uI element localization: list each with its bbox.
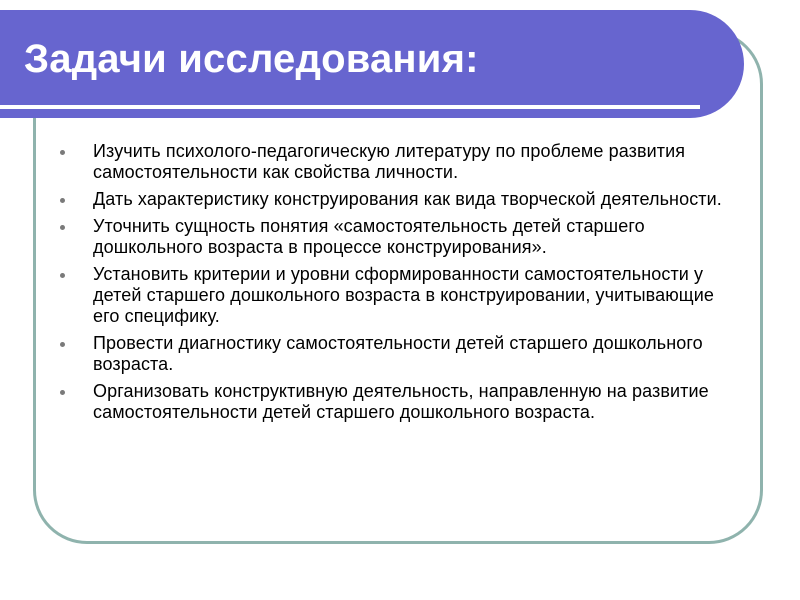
list-item	[93, 141, 743, 183]
slide-title: Задачи исследования:	[24, 37, 479, 81]
bullet-icon	[60, 150, 65, 155]
bullet-icon	[60, 273, 65, 278]
list-item	[93, 216, 743, 258]
list-item-text: Организовать конструктивную деятельность, направленную на развитие самостоятельности детей старшего дошкольного возраста.	[93, 381, 709, 422]
bullet-icon	[60, 198, 65, 203]
bullet-icon	[60, 342, 65, 347]
list-item-text: Изучить психолого-педагогическую литературу по проблеме развития самостоятельности как свойства личности.	[93, 141, 686, 182]
title-underline	[0, 105, 700, 109]
list-item-text: Провести диагностику самостоятельности детей старшего дошкольного возраста.	[93, 333, 703, 374]
list-item-text: Уточнить сущность понятия «самостоятельность детей старшего дошкольного возраста в процессе конструирования».	[93, 216, 645, 257]
list-item	[93, 264, 743, 327]
list-item	[93, 333, 743, 375]
list-item-text: Дать характеристику конструирования как вида творческой деятельности.	[93, 189, 722, 209]
bullet-icon	[60, 225, 65, 230]
bullet-icon	[60, 390, 65, 395]
task-list	[93, 141, 743, 429]
list-item-text: Установить критерии и уровни сформированности самостоятельности у детей старшего дошкольного возраста в конструировании, учитывающие его специфику.	[93, 264, 714, 326]
list-item	[93, 189, 743, 210]
list-item	[93, 381, 743, 423]
